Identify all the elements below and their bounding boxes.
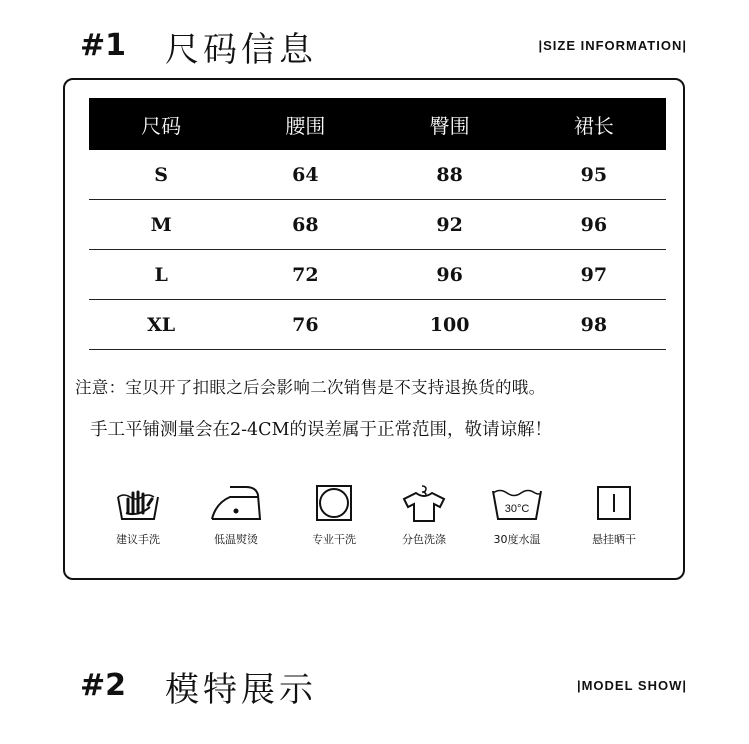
wash-30c-icon — [489, 483, 545, 523]
cell-size: S — [89, 150, 233, 200]
care-label: 悬挂晒干 — [592, 533, 636, 546]
cell-hip: 88 — [378, 150, 522, 200]
cell-hip: 100 — [378, 300, 522, 350]
table-row — [89, 150, 666, 200]
hang-dry-icon — [594, 483, 634, 523]
care-label: 专业干洗 — [312, 533, 356, 546]
care-item-hand-wash — [93, 483, 183, 547]
dry-clean-icon — [314, 483, 354, 523]
section-title: 尺码信息 — [165, 30, 317, 70]
table-row — [89, 250, 666, 300]
care-item-hang-dry — [569, 483, 659, 547]
header-length: 裙长 — [522, 98, 666, 150]
care-label: 低温熨烫 — [214, 533, 258, 546]
cell-length: 98 — [522, 300, 666, 350]
cell-waist: 64 — [233, 150, 377, 200]
section-subtitle: |SIZE INFORMATION| — [538, 38, 687, 53]
cell-waist: 72 — [233, 250, 377, 300]
low-temp-iron-icon — [208, 483, 264, 523]
cell-size: L — [89, 250, 233, 300]
header-size: 尺码 — [89, 98, 233, 150]
section-subtitle: |MODEL SHOW| — [576, 678, 687, 693]
hand-wash-icon — [114, 483, 162, 523]
care-item-separate-wash — [379, 483, 469, 547]
cell-hip: 92 — [378, 200, 522, 250]
care-item-wash-30c — [472, 483, 562, 547]
cell-waist: 76 — [233, 300, 377, 350]
size-table — [89, 98, 666, 350]
care-label: 分色洗涤 — [402, 533, 446, 546]
header-hip: 臀围 — [378, 98, 522, 150]
size-table-header-row — [89, 98, 666, 150]
section-number: #2 — [80, 668, 127, 703]
care-label: 建议手洗 — [116, 533, 160, 546]
care-item-dry-clean — [289, 483, 379, 547]
cell-length: 96 — [522, 200, 666, 250]
care-instructions — [89, 483, 666, 563]
section-header-size-info — [0, 22, 749, 82]
cell-waist: 68 — [233, 200, 377, 250]
header-waist: 腰围 — [233, 98, 377, 150]
table-row — [89, 300, 666, 350]
care-label: 30度水温 — [493, 533, 541, 546]
separate-wash-icon — [400, 483, 448, 523]
table-row — [89, 200, 666, 250]
cell-length: 97 — [522, 250, 666, 300]
wash-temp-text: 30°C — [504, 503, 530, 515]
return-policy-note: 注意：宝贝开了扣眼之后会影响二次销售是不支持退换货的哦。 — [75, 378, 546, 397]
size-info-panel — [63, 78, 685, 580]
care-item-low-temp-iron — [191, 483, 281, 547]
section-header-model-show — [0, 662, 749, 722]
section-title: 模特展示 — [165, 670, 317, 710]
cell-length: 95 — [522, 150, 666, 200]
cell-size: M — [89, 200, 233, 250]
measurement-note: 手工平铺测量会在2-4CM的误差属于正常范围，敬请谅解！ — [90, 420, 552, 440]
cell-size: XL — [89, 300, 233, 350]
cell-hip: 96 — [378, 250, 522, 300]
section-number: #1 — [80, 28, 127, 63]
